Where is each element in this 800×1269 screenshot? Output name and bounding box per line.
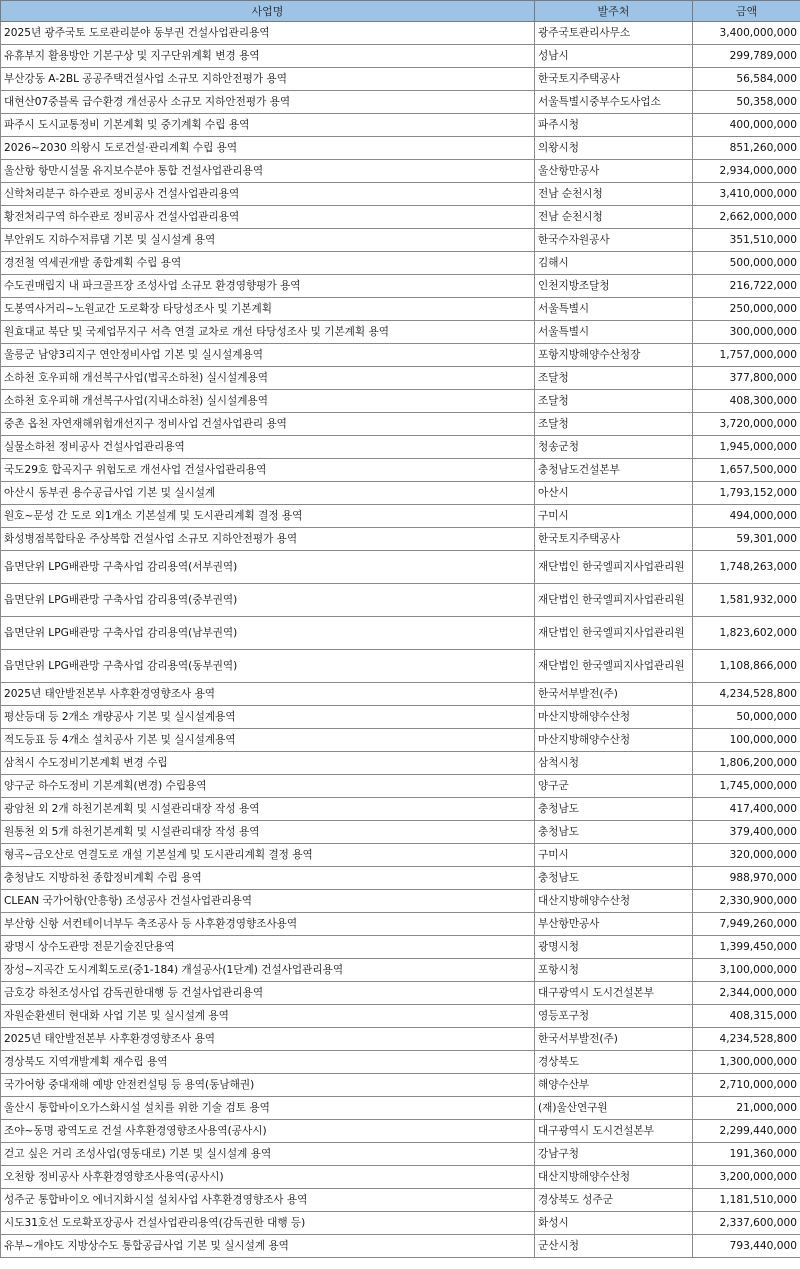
client-cell: 구미시 [535, 844, 693, 867]
amount-cell: 4,234,528,800 [693, 683, 800, 706]
project-name-cell: 경전철 역세권개발 종합계획 수립 용역 [1, 252, 535, 275]
table-row [1, 650, 800, 683]
project-name-cell: 삼척시 수도정비기본계획 변경 수립 [1, 752, 535, 775]
project-name-cell: 국가어항 중대재해 예방 안전컨설팅 등 용역(동남해권) [1, 1074, 535, 1097]
amount-cell: 1,745,000,000 [693, 775, 800, 798]
project-name-cell: 오천항 정비공사 사후환경영향조사용역(공사시) [1, 1166, 535, 1189]
table-row [1, 528, 800, 551]
client-cell: 울산항만공사 [535, 160, 693, 183]
client-cell: 충청남도 [535, 798, 693, 821]
table-row [1, 321, 800, 344]
amount-cell: 988,970,000 [693, 867, 800, 890]
amount-cell: 3,400,000,000 [693, 22, 800, 45]
client-cell: 충청남도 [535, 867, 693, 890]
amount-cell: 2,330,900,000 [693, 890, 800, 913]
client-cell: 파주시청 [535, 114, 693, 137]
client-cell: 한국서부발전(주) [535, 683, 693, 706]
amount-cell: 2,299,440,000 [693, 1120, 800, 1143]
table-body [1, 22, 800, 1258]
client-cell: 영등포구청 [535, 1005, 693, 1028]
amount-cell: 21,000,000 [693, 1097, 800, 1120]
amount-cell: 2,662,000,000 [693, 206, 800, 229]
amount-cell: 851,260,000 [693, 137, 800, 160]
amount-cell: 3,410,000,000 [693, 183, 800, 206]
project-name-cell: 충청남도 지방하천 종합정비계획 수립 용역 [1, 867, 535, 890]
client-cell: 대산지방해양수산청 [535, 1166, 693, 1189]
project-name-cell: 부산강동 A-2BL 공공주택건설사업 소규모 지하안전평가 용역 [1, 68, 535, 91]
amount-cell: 1,945,000,000 [693, 436, 800, 459]
amount-cell: 300,000,000 [693, 321, 800, 344]
project-name-cell: 읍면단위 LPG배관망 구축사업 감리용역(남부권역) [1, 617, 535, 650]
amount-cell: 1,300,000,000 [693, 1051, 800, 1074]
client-cell: 포항지방해양수산청장 [535, 344, 693, 367]
table-row [1, 1166, 800, 1189]
client-cell: 조달청 [535, 367, 693, 390]
project-name-cell: 조야~동명 광역도로 건설 사후환경영향조사용역(공사시) [1, 1120, 535, 1143]
client-cell: 대산지방해양수산청 [535, 890, 693, 913]
amount-cell: 379,400,000 [693, 821, 800, 844]
project-name-cell: 아산시 동부권 용수공급사업 기본 및 실시설계 [1, 482, 535, 505]
project-name-cell: 읍면단위 LPG배관망 구축사업 감리용역(서부권역) [1, 551, 535, 584]
table-row [1, 114, 800, 137]
client-cell: 구미시 [535, 505, 693, 528]
client-cell: 재단법인 한국엘피지사업관리원 [535, 617, 693, 650]
project-name-cell: 국도29호 합곡지구 위험도로 개선사업 건설사업관리용역 [1, 459, 535, 482]
client-cell: 충청남도건설본부 [535, 459, 693, 482]
client-cell: 전남 순천시청 [535, 206, 693, 229]
table-row [1, 551, 800, 584]
client-cell: 마산지방해양수산청 [535, 706, 693, 729]
project-name-cell: 성주군 통합바이오 에너지화시설 설치사업 사후환경영향조사 용역 [1, 1189, 535, 1212]
table-row [1, 22, 800, 45]
client-cell: 광주국토관리사무소 [535, 22, 693, 45]
amount-cell: 59,301,000 [693, 528, 800, 551]
table-row [1, 367, 800, 390]
project-name-cell: 유부~개야도 지방상수도 통합공급사업 기본 및 실시설계 용역 [1, 1235, 535, 1258]
amount-cell: 2,710,000,000 [693, 1074, 800, 1097]
project-name-cell: 대현산07중블록 급수환경 개선공사 소규모 지하안전평가 용역 [1, 91, 535, 114]
amount-cell: 400,000,000 [693, 114, 800, 137]
table-row [1, 275, 800, 298]
client-cell: 조달청 [535, 413, 693, 436]
client-cell: 포항시청 [535, 959, 693, 982]
client-cell: 성남시 [535, 45, 693, 68]
amount-cell: 793,440,000 [693, 1235, 800, 1258]
project-name-cell: 읍면단위 LPG배관망 구축사업 감리용역(동부권역) [1, 650, 535, 683]
amount-cell: 1,793,152,000 [693, 482, 800, 505]
client-cell: 경상북도 [535, 1051, 693, 1074]
client-cell: 서울특별시 [535, 321, 693, 344]
project-name-cell: 소하천 호우피해 개선복구사업(법곡소하천) 실시설계용역 [1, 367, 535, 390]
project-name-cell: 2025년 태안발전본부 사후환경영향조사 용역 [1, 1028, 535, 1051]
client-cell: 해양수산부 [535, 1074, 693, 1097]
client-cell: 한국토지주택공사 [535, 68, 693, 91]
client-cell: 대구광역시 도시건설본부 [535, 1120, 693, 1143]
amount-cell: 50,000,000 [693, 706, 800, 729]
amount-cell: 1,657,500,000 [693, 459, 800, 482]
project-name-cell: 금호강 하천조성사업 감독권한대행 등 건설사업관리용역 [1, 982, 535, 1005]
table-row [1, 867, 800, 890]
client-cell: 군산시청 [535, 1235, 693, 1258]
client-cell: 대구광역시 도시건설본부 [535, 982, 693, 1005]
project-name-cell: 중촌 옵천 자연재해위험개선지구 정비사업 건설사업관리 용역 [1, 413, 535, 436]
amount-cell: 1,806,200,000 [693, 752, 800, 775]
project-name-cell: 읍면단위 LPG배관망 구축사업 감리용역(중부권역) [1, 584, 535, 617]
header-row [1, 1, 800, 22]
client-cell: 조달청 [535, 390, 693, 413]
project-name-cell: 시도31호선 도로확포장공사 건설사업관리용역(감독권한 대행 등) [1, 1212, 535, 1235]
client-cell: 서울특별시중부수도사업소 [535, 91, 693, 114]
table-row [1, 959, 800, 982]
table-row [1, 844, 800, 867]
amount-cell: 1,108,866,000 [693, 650, 800, 683]
amount-cell: 7,949,260,000 [693, 913, 800, 936]
table-row [1, 982, 800, 1005]
table-row [1, 1189, 800, 1212]
client-cell: 충청남도 [535, 821, 693, 844]
project-name-cell: 소하천 호우피해 개선복구사업(지내소하천) 실시설계용역 [1, 390, 535, 413]
project-name-cell: 경상북도 지역개발계획 재수립 용역 [1, 1051, 535, 1074]
table-row [1, 617, 800, 650]
table-row [1, 752, 800, 775]
amount-cell: 3,720,000,000 [693, 413, 800, 436]
table-row [1, 160, 800, 183]
table-row [1, 1005, 800, 1028]
project-name-cell: 양구군 하수도정비 기본계획(변경) 수립용역 [1, 775, 535, 798]
client-cell: 서울특별시 [535, 298, 693, 321]
table-row [1, 1097, 800, 1120]
project-name-cell: 울산시 통합바이오가스화시설 설치를 위한 기술 검토 용역 [1, 1097, 535, 1120]
amount-cell: 2,934,000,000 [693, 160, 800, 183]
amount-cell: 1,399,450,000 [693, 936, 800, 959]
amount-cell: 216,722,000 [693, 275, 800, 298]
client-cell: 마산지방해양수산청 [535, 729, 693, 752]
table-row [1, 1051, 800, 1074]
client-cell: 김해시 [535, 252, 693, 275]
project-name-cell: 광명시 상수도관망 전문기술진단용역 [1, 936, 535, 959]
amount-cell: 191,360,000 [693, 1143, 800, 1166]
table-row [1, 1120, 800, 1143]
project-name-cell: 적도등표 등 4개소 설치공사 기본 및 실시설계용역 [1, 729, 535, 752]
table-row [1, 936, 800, 959]
client-cell: 한국토지주택공사 [535, 528, 693, 551]
table-row [1, 729, 800, 752]
amount-cell: 1,581,932,000 [693, 584, 800, 617]
amount-cell: 320,000,000 [693, 844, 800, 867]
amount-cell: 2,344,000,000 [693, 982, 800, 1005]
project-name-cell: 2025년 태안발전본부 사후환경영향조사 용역 [1, 683, 535, 706]
project-name-cell: 울산항 항만시설물 유지보수분야 통합 건설사업관리용역 [1, 160, 535, 183]
header-project-name: 사업명 [1, 1, 535, 22]
table-row [1, 1235, 800, 1258]
amount-cell: 417,400,000 [693, 798, 800, 821]
amount-cell: 408,300,000 [693, 390, 800, 413]
client-cell: 강남구청 [535, 1143, 693, 1166]
amount-cell: 100,000,000 [693, 729, 800, 752]
project-name-cell: 형곡~금오산로 연결도로 개설 기본설계 및 도시관리계획 결정 용역 [1, 844, 535, 867]
project-name-cell: 2026~2030 의왕시 도로건설·관리계획 수립 용역 [1, 137, 535, 160]
table-row [1, 890, 800, 913]
project-name-cell: 장성~지곡간 도시계획도로(중1-184) 개설공사(1단계) 건설사업관리용역 [1, 959, 535, 982]
client-cell: 경상북도 성주군 [535, 1189, 693, 1212]
table-row [1, 45, 800, 68]
table-row [1, 183, 800, 206]
amount-cell: 351,510,000 [693, 229, 800, 252]
client-cell: 청송군청 [535, 436, 693, 459]
client-cell: 부산항만공사 [535, 913, 693, 936]
amount-cell: 494,000,000 [693, 505, 800, 528]
project-name-cell: 자원순환센터 현대화 사업 기본 및 실시설계 용역 [1, 1005, 535, 1028]
client-cell: 재단법인 한국엘피지사업관리원 [535, 584, 693, 617]
project-name-cell: 실물소하천 정비공사 건설사업관리용역 [1, 436, 535, 459]
amount-cell: 250,000,000 [693, 298, 800, 321]
client-cell: 광명시청 [535, 936, 693, 959]
project-name-cell: 파주시 도시교통정비 기본계획 및 중기계획 수립 용역 [1, 114, 535, 137]
table-row [1, 482, 800, 505]
amount-cell: 1,181,510,000 [693, 1189, 800, 1212]
project-name-cell: 원통천 외 5개 하천기본계획 및 시설관리대장 작성 용역 [1, 821, 535, 844]
amount-cell: 50,358,000 [693, 91, 800, 114]
project-name-cell: 황전처리구역 하수관로 정비공사 건설사업관리용역 [1, 206, 535, 229]
table-row [1, 1212, 800, 1235]
client-cell: 인천지방조달청 [535, 275, 693, 298]
project-name-cell: 평산등대 등 2개소 개량공사 기본 및 실시설계용역 [1, 706, 535, 729]
amount-cell: 1,823,602,000 [693, 617, 800, 650]
table-row [1, 206, 800, 229]
amount-cell: 1,748,263,000 [693, 551, 800, 584]
amount-cell: 377,800,000 [693, 367, 800, 390]
client-cell: 화성시 [535, 1212, 693, 1235]
table-row [1, 298, 800, 321]
client-cell: 한국수자원공사 [535, 229, 693, 252]
project-name-cell: 걷고 싶은 거리 조성사업(영동대로) 기본 및 실시설계 용역 [1, 1143, 535, 1166]
amount-cell: 1,757,000,000 [693, 344, 800, 367]
table-row [1, 459, 800, 482]
amount-cell: 3,100,000,000 [693, 959, 800, 982]
project-name-cell: 원효대교 북단 및 국제업무지구 서측 연결 교차로 개선 타당성조사 및 기본계획 용역 [1, 321, 535, 344]
client-cell: 한국서부발전(주) [535, 1028, 693, 1051]
project-name-cell: 부안위도 지하수저류댐 기본 및 실시설계 용역 [1, 229, 535, 252]
header-amount: 금액 [693, 1, 800, 22]
table-row [1, 683, 800, 706]
amount-cell: 56,584,000 [693, 68, 800, 91]
amount-cell: 2,337,600,000 [693, 1212, 800, 1235]
table-row [1, 91, 800, 114]
client-cell: 아산시 [535, 482, 693, 505]
client-cell: 의왕시청 [535, 137, 693, 160]
table-row [1, 229, 800, 252]
table-row [1, 775, 800, 798]
header-client: 발주처 [535, 1, 693, 22]
table-row [1, 584, 800, 617]
amount-cell: 4,234,528,800 [693, 1028, 800, 1051]
amount-cell: 500,000,000 [693, 252, 800, 275]
project-name-cell: 신학처리분구 하수관로 정비공사 건설사업관리용역 [1, 183, 535, 206]
project-name-cell: 화성병점복합타운 주상복합 건설사업 소규모 지하안전평가 용역 [1, 528, 535, 551]
client-cell: 전남 순천시청 [535, 183, 693, 206]
project-name-cell: 2025년 광주국토 도로관리분야 동부권 건설사업관리용역 [1, 22, 535, 45]
table-row [1, 1074, 800, 1097]
project-name-cell: 원호~문성 간 도로 외1개소 기본설계 및 도시관리계획 결정 용역 [1, 505, 535, 528]
table-row [1, 821, 800, 844]
table-row [1, 913, 800, 936]
table-row [1, 68, 800, 91]
project-name-cell: CLEAN 국가어항(안흥항) 조성공사 건설사업관리용역 [1, 890, 535, 913]
table-row [1, 344, 800, 367]
table-row [1, 390, 800, 413]
client-cell: 재단법인 한국엘피지사업관리원 [535, 650, 693, 683]
amount-cell: 299,789,000 [693, 45, 800, 68]
project-name-cell: 울릉군 남양3리지구 연안정비사업 기본 및 실시설계용역 [1, 344, 535, 367]
table-row [1, 137, 800, 160]
table-row [1, 706, 800, 729]
project-name-cell: 유휴부지 활용방안 기본구상 및 지구단위계획 변경 용역 [1, 45, 535, 68]
client-cell: 재단법인 한국엘피지사업관리원 [535, 551, 693, 584]
table-row [1, 1028, 800, 1051]
client-cell: 삼척시청 [535, 752, 693, 775]
project-name-cell: 수도권매립지 내 파크골프장 조성사업 소규모 환경영향평가 용역 [1, 275, 535, 298]
project-name-cell: 부산항 신항 서컨테이너부두 축조공사 등 사후환경영향조사용역 [1, 913, 535, 936]
amount-cell: 3,200,000,000 [693, 1166, 800, 1189]
table-row [1, 798, 800, 821]
project-name-cell: 광암천 외 2개 하천기본계획 및 시설관리대장 작성 용역 [1, 798, 535, 821]
project-name-cell: 도봉역사거리~노원교간 도로확장 타당성조사 및 기본계획 [1, 298, 535, 321]
client-cell: (재)울산연구원 [535, 1097, 693, 1120]
client-cell: 양구군 [535, 775, 693, 798]
amount-cell: 408,315,000 [693, 1005, 800, 1028]
table-row [1, 436, 800, 459]
table-row [1, 1143, 800, 1166]
table-row [1, 505, 800, 528]
table-row [1, 252, 800, 275]
table-row [1, 413, 800, 436]
